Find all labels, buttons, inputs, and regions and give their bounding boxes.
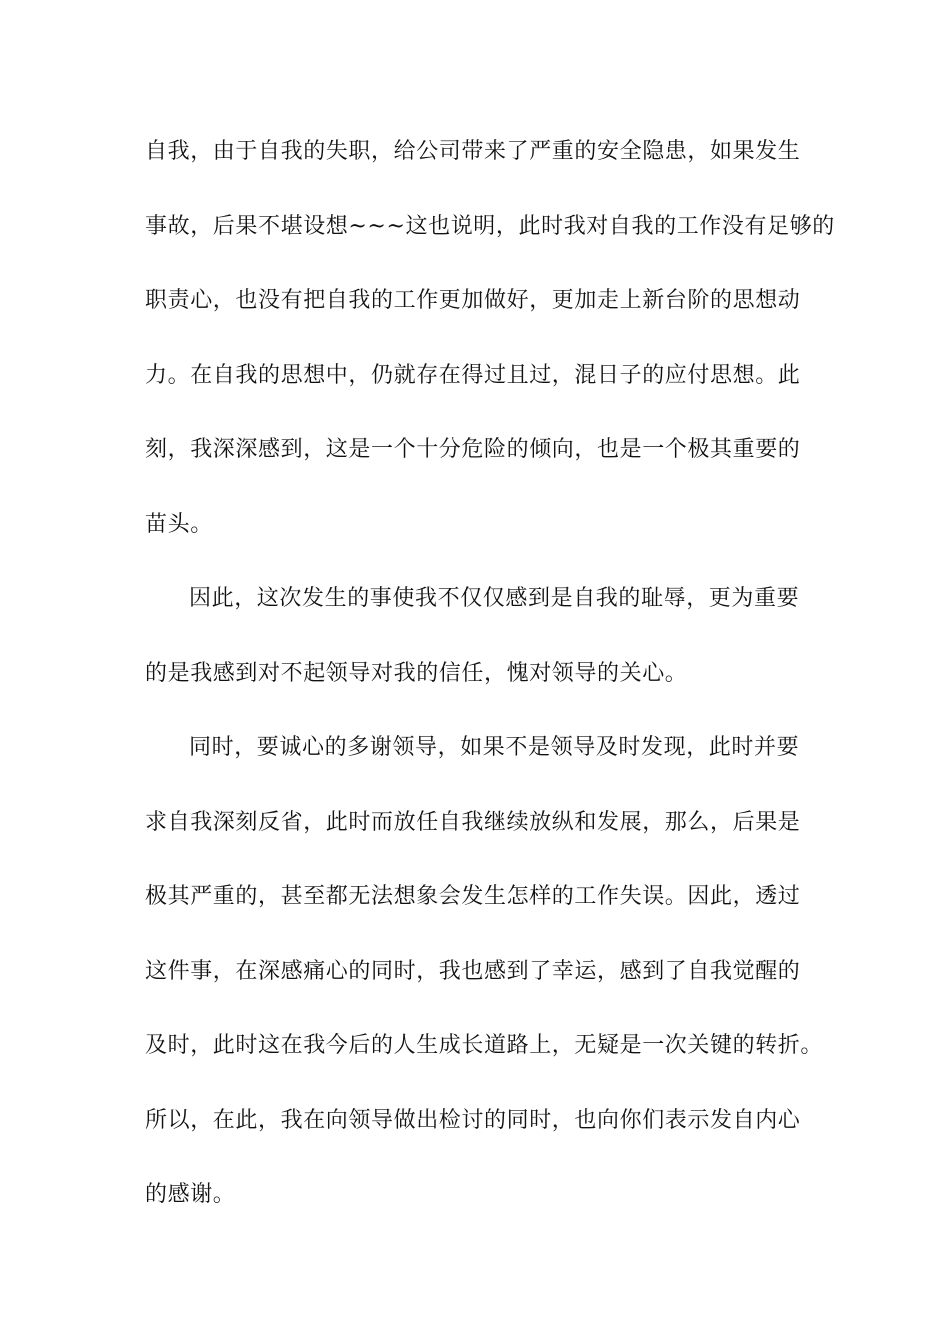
document-body <box>145 128 835 1246</box>
text-line: 极其严重的，甚至都无法想象会发生怎样的工作失误。因此，透过 <box>145 884 801 909</box>
paragraph-first-line: 因此，这次发生的事使我不仅仅感到是自我的耻辱，更为重要 <box>189 586 800 611</box>
text-line: 所以，在此，我在向领导做出检讨的同时，也向你们表示发自内心 <box>145 1107 801 1133</box>
text-line: 求自我深刻反省，此时而放任自我继续放纵和发展，那么，后果是 <box>145 809 801 835</box>
text-line: 职责心，也没有把自我的工作更加做好，更加走上新台阶的思想动 <box>145 288 801 313</box>
paragraph-first-line: 同时，要诚心的多谢领导，如果不是领导及时发现，此时并要 <box>189 735 800 760</box>
text-line: 的感谢。 <box>145 1182 236 1207</box>
text-line: 的是我感到对不起领导对我的信任，愧对领导的关心。 <box>145 660 688 686</box>
text-line: 及时，此时这在我今后的人生成长道路上，无疑是一次关键的转折。 <box>145 1033 824 1058</box>
text-line: 自我，由于自我的失职，给公司带来了严重的安全隐患，如果发生 <box>145 139 801 164</box>
text-line: 事故，后果不堪设想~~~这也说明，此时我对自我的工作没有足够的 <box>145 213 835 239</box>
text-line: 刻，我深深感到，这是一个十分危险的倾向，也是一个极其重要的 <box>145 437 801 462</box>
text-line: 这件事，在深感痛心的同时，我也感到了幸运，感到了自我觉醒的 <box>145 958 801 984</box>
text-line: 苗头。 <box>145 511 213 537</box>
text-line: 力。在自我的思想中，仍就存在得过且过，混日子的应付思想。此 <box>145 362 801 388</box>
